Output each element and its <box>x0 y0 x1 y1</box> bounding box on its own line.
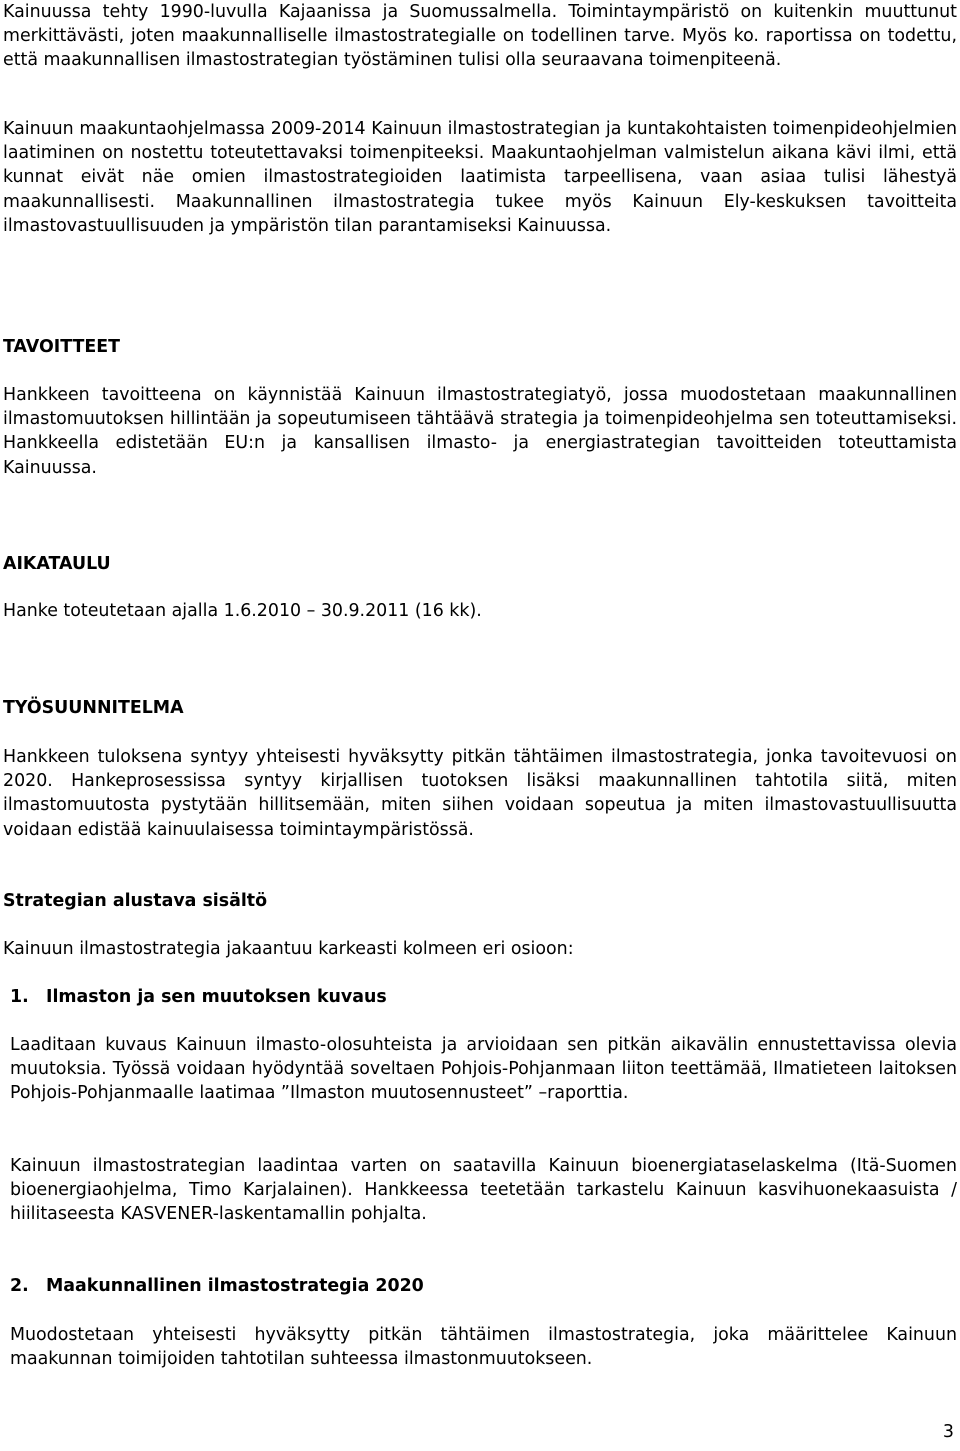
intro-paragraph: Kainuussa tehty 1990-luvulla Kajaanissa ja Suomussalmella. Toimintaympäristö on kuitenkin muuttunut merkittävästi, joten maakunnalliselle ilmastostrategialle on todellinen tarve. Myös ko. raportissa on todettu, että maakunnallisen ilmastostrategian työstäminen tulisi olla seuraavana toimenpiteenä. <box>3 2 957 71</box>
maakuntaohjelma-paragraph: Kainuun maakuntaohjelmassa 2009-2014 Kainuun ilmastostrategian ja kuntakohtaisten toimenpideohjelmien laatiminen on nostettu toteutettavaksi toimenpiteeksi. Maakuntaohjelman valmistelun aikana kävi ilmi, että kunnat eivät näe omien ilmastostrategioiden laatimista tarpeellisena, vaan asiaa tulisi lähestyä maakunnallisesti. Maakunnallinen ilmastostrategia tukee myös Kainuun Ely-keskuksen tavoitteita ilmastovastuullisuuden ja ympäristön tilan parantamiseksi Kainuussa. <box>3 119 957 236</box>
aikataulu-heading: AIKATAULU <box>3 554 111 574</box>
list-item-paragraph: Laaditaan kuvaus Kainuun ilmasto-olosuhteista ja arvioidaan sen pitkän aikavälin ennustettavissa olevia muutoksia. Työssä voidaan hyödyntää soveltaen Pohjois-Pohjanmaan liiton teettämää, Ilmatieteen laitoksen Pohjois-Pohjanmaalle laatimaa ”Ilmaston muutosennusteet” –raporttia. <box>10 1035 957 1104</box>
strategia-intro: Kainuun ilmastostrategia jakaantuu karkeasti kolmeen eri osioon: <box>3 939 574 959</box>
list-item-title: Ilmaston ja sen muutoksen kuvaus <box>46 987 387 1007</box>
list-item-heading <box>10 985 387 1009</box>
tavoitteet-heading: TAVOITTEET <box>3 337 120 357</box>
list-item-paragraph: Kainuun ilmastostrategian laadintaa varten on saatavilla Kainuun bioenergiataselaskelma (Itä-Suomen bioenergiaohjelma, Timo Karjalainen). Hankkeessa teetetään tarkastelu Kainuun kasvihuonekaasuista / hiilitaseesta KASVENER-laskentamallin pohjalta. <box>10 1156 957 1225</box>
tyosuunnitelma-paragraph: Hankkeen tuloksena syntyy yhteisesti hyväksytty pitkän tähtäimen ilmastostrategia, jonka tavoitevuosi on 2020. Hankeprosessissa syntyy kirjallisen tuotoksen lisäksi maakunnallinen tahtotila siitä, miten ilmastomuutosta pystytään hillitsemään, miten siihen voidaan sopeutua ja miten ilmastovastuullisuutta voidaan edistää kainuulaisessa toimintaympäristössä. <box>3 747 957 840</box>
list-item-number: 2. <box>10 1276 29 1296</box>
list-item-number: 1. <box>10 987 29 1007</box>
list-item-heading <box>10 1274 424 1298</box>
tyosuunnitelma-heading: TYÖSUUNNITELMA <box>3 698 184 718</box>
list-item-title: Maakunnallinen ilmastostrategia 2020 <box>46 1276 424 1296</box>
list-item-paragraph: Muodostetaan yhteisesti hyväksytty pitkän tähtäimen ilmastostrategia, joka määrittelee Kainuun maakunnan toimijoiden tahtotilan suhteessa ilmastonmuutokseen. <box>10 1325 957 1370</box>
tavoitteet-paragraph: Hankkeen tavoitteena on käynnistää Kainuun ilmastostrategiatyö, jossa muodostetaan maakunnallinen ilmastomuutoksen hillintään ja sopeutumiseen tähtäävä strategia ja toimenpideohjelma sen toteuttamiseksi. Hankkeella edistetään EU:n ja kansallisen ilmasto- ja energiastrategian tavoitteiden toteuttamista Kainuussa. <box>3 385 957 478</box>
page-number: 3 <box>942 1422 954 1442</box>
strategia-heading: Strategian alustava sisältö <box>3 891 268 911</box>
aikataulu-paragraph: Hanke toteutetaan ajalla 1.6.2010 – 30.9.2011 (16 kk). <box>3 601 482 621</box>
